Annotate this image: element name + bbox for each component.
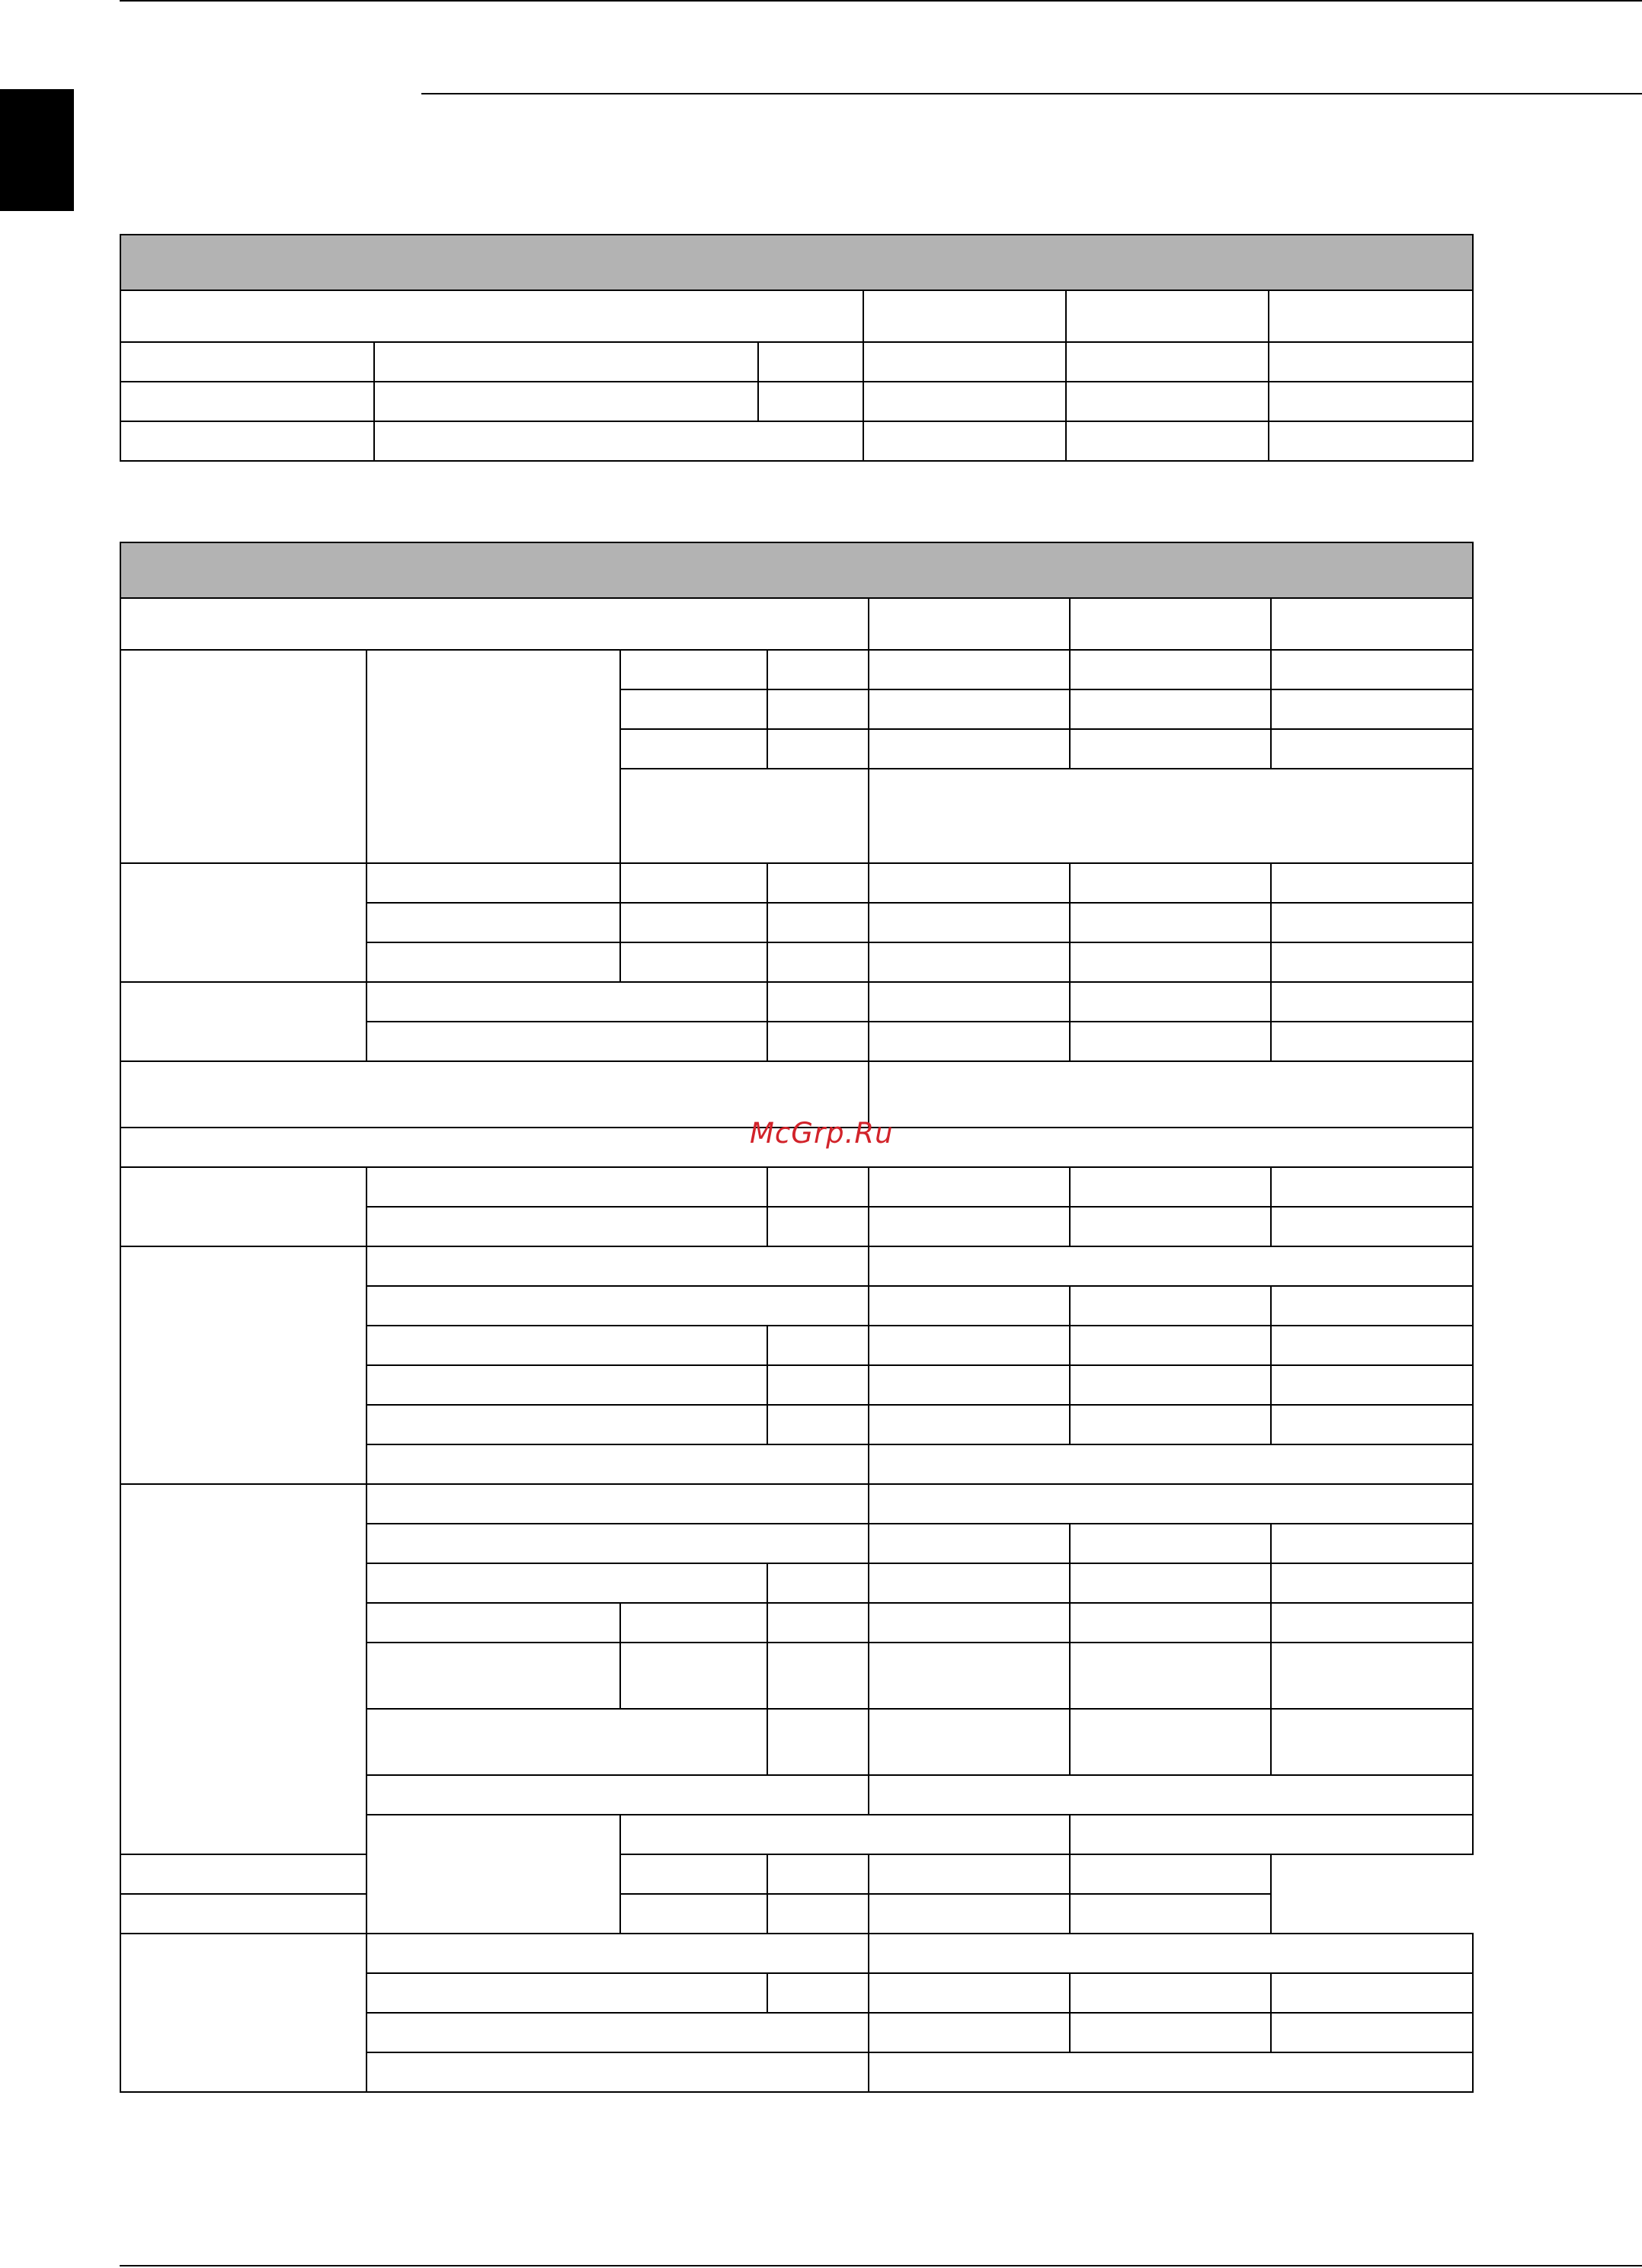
table-cell [1066,382,1269,421]
spec-table-2 [120,542,1474,2093]
table-cell [366,863,620,903]
table-cell [1271,2013,1473,2052]
table-cell [374,342,758,382]
table-cell [869,769,1473,863]
table-cell [767,1854,869,1894]
table-cell [1269,342,1473,382]
table-cell [1271,1207,1473,1246]
table-cell [120,598,869,650]
table-cell [1070,1894,1271,1934]
table-cell [1271,903,1473,942]
table-cell [1070,598,1271,650]
table-cell [374,421,863,461]
table-cell [1070,2013,1271,2052]
table-cell [120,382,374,421]
table-cell [767,1365,869,1405]
chapter-tab-marker [0,89,74,211]
bottom-rule [120,2265,1642,2266]
table-cell [120,342,374,382]
table-cell [1271,1524,1473,1563]
table-cell [366,2052,869,2092]
table-row [120,1854,1473,1894]
table-cell [1271,982,1473,1022]
table-row [120,1894,1473,1934]
table-cell [767,650,869,689]
table-row [120,290,1473,342]
table-cell [869,650,1070,689]
table-cell [767,689,869,729]
table-cell [869,1405,1070,1444]
table-cell [767,1405,869,1444]
table-cell [366,2013,869,2052]
table-cell [1070,1326,1271,1365]
table-cell [869,1365,1070,1405]
table-header-cell [120,542,1473,598]
table-cell [767,1207,869,1246]
table-cell [1271,1022,1473,1061]
table-cell [767,1022,869,1061]
table-cell [869,982,1070,1022]
table-cell [869,1207,1070,1246]
table-cell [120,1934,366,2092]
table-cell [869,1973,1070,2013]
table-cell [767,1167,869,1207]
table-cell [1269,382,1473,421]
table-cell [863,290,1066,342]
table-cell [869,1444,1473,1484]
table-cell [1271,1286,1473,1326]
table-cell [869,1709,1070,1775]
table-cell [1271,1643,1473,1709]
table-cell [767,729,869,769]
table-cell [620,1894,767,1934]
watermark-text: McGrp.Ru [750,1117,894,1150]
table-cell [863,421,1066,461]
table-cell [1066,421,1269,461]
table-cell [869,2013,1070,2052]
table-cell [1070,1167,1271,1207]
table-cell [620,689,767,729]
table-cell [1271,1603,1473,1643]
table-cell [1070,1207,1271,1246]
section-title-rule [421,93,1642,94]
table-cell [1070,1973,1271,2013]
table-cell [869,1854,1070,1894]
table-cell [1271,1167,1473,1207]
table-row [120,982,1473,1022]
table-cell [869,1524,1070,1563]
table-cell [620,769,869,863]
table-row [120,421,1473,461]
table-cell [366,942,620,982]
table-cell [767,1563,869,1603]
table-cell [366,1603,620,1643]
table-cell [366,1524,869,1563]
table-cell [1070,729,1271,769]
table-cell [374,382,758,421]
table-row [120,863,1473,903]
table-cell [620,729,767,769]
table-cell [869,1286,1070,1326]
table-row [120,650,1473,689]
table-cell [1066,290,1269,342]
table-cell [869,1246,1473,1286]
table-cell [1271,1365,1473,1405]
table-row [120,1167,1473,1207]
table-cell [620,903,767,942]
table-cell [1070,650,1271,689]
table-cell [869,942,1070,982]
table-cell [1271,1563,1473,1603]
table-row [120,1246,1473,1286]
table-cell [1070,1815,1473,1854]
table-cell [620,650,767,689]
table-cell [120,863,366,982]
table-cell [767,863,869,903]
table-cell [366,1405,767,1444]
table-cell [767,982,869,1022]
table-cell [1070,1709,1271,1775]
table-row [120,598,1473,650]
table-cell [1070,1022,1271,1061]
table-cell [869,1603,1070,1643]
table-cell [1070,982,1271,1022]
table-cell [120,1246,366,1484]
table-cell [366,1484,869,1524]
table-cell [120,1854,767,1894]
table-cell [366,982,767,1022]
table-cell [620,1603,767,1643]
table-cell [1070,1405,1271,1444]
table-row [120,342,1473,382]
table-cell [1070,1563,1271,1603]
table-cell [120,1894,620,1934]
table-cell [758,342,863,382]
table-cell [869,1326,1070,1365]
table-cell [1271,650,1473,689]
table-cell [1070,1854,1271,1894]
table-cell [366,1563,767,1603]
table-cell [869,1894,1070,1934]
table-cell [1271,863,1473,903]
table-cell [869,1167,1070,1207]
table-cell [366,650,620,863]
table-cell [366,1246,869,1286]
table-cell [869,903,1070,942]
table-cell [767,942,869,982]
table-cell [869,1563,1070,1603]
table-cell [1271,1709,1473,1775]
table-cell [1271,598,1473,650]
table-cell [1271,1405,1473,1444]
table-row [120,1484,1473,1524]
table-cell [1070,1365,1271,1405]
table-cell [366,903,620,942]
table-cell [869,598,1070,650]
table-cell [767,1973,869,2013]
table-cell [366,1775,869,1815]
table-cell [1269,421,1473,461]
table-cell [366,1286,869,1326]
table-cell [120,982,366,1061]
table-cell [869,2052,1473,2092]
table-cell [869,1643,1070,1709]
table-cell [366,1973,767,2013]
table-cell [1269,290,1473,342]
table-cell [767,1709,869,1775]
table-cell [366,1444,869,1484]
table-cell [1271,1326,1473,1365]
top-rule [120,0,1642,2]
table-cell [1070,1603,1271,1643]
table-cell [620,942,767,982]
table-row [120,1934,1473,1973]
table-cell [1271,942,1473,982]
table-cell [767,903,869,942]
table-cell [767,1326,869,1365]
table-cell [869,729,1070,769]
table-cell [366,1326,767,1365]
table-cell [863,382,1066,421]
table-cell [1070,1286,1271,1326]
table-cell [869,1484,1473,1524]
table-cell [1066,342,1269,382]
table-cell [366,1709,767,1775]
table-cell [1070,863,1271,903]
table-cell [120,650,366,863]
spec-table-1 [120,234,1474,462]
table-cell [1271,1973,1473,2013]
table-cell [620,1815,1070,1854]
table-cell [767,1643,869,1709]
table-header-cell [120,235,1473,290]
table-cell [758,382,863,421]
table-cell [620,1643,767,1709]
table-cell [869,1775,1473,1815]
table-cell [869,1061,1473,1128]
table-cell [767,1894,869,1934]
table-cell [1271,689,1473,729]
table-cell [869,1022,1070,1061]
table-cell [767,1603,869,1643]
table-cell [120,1167,366,1246]
table-cell [120,1484,366,1854]
table-cell [620,863,767,903]
table-cell [120,421,374,461]
table-cell [869,1934,1473,1973]
table-cell [366,1022,767,1061]
table-cell [366,1643,620,1709]
table-cell [366,1365,767,1405]
table-cell [1070,689,1271,729]
table-cell [1271,729,1473,769]
table-cell [869,689,1070,729]
table-cell [366,1207,767,1246]
table-cell [366,1934,869,1973]
table-cell [869,863,1070,903]
table-cell [1070,1643,1271,1709]
table-cell [1070,1524,1271,1563]
table-cell [863,342,1066,382]
table-cell [1070,903,1271,942]
table-header-row [120,542,1473,598]
table-cell [120,290,863,342]
table-header-row [120,235,1473,290]
table-row [120,382,1473,421]
table-cell [1070,942,1271,982]
table-cell [366,1167,767,1207]
